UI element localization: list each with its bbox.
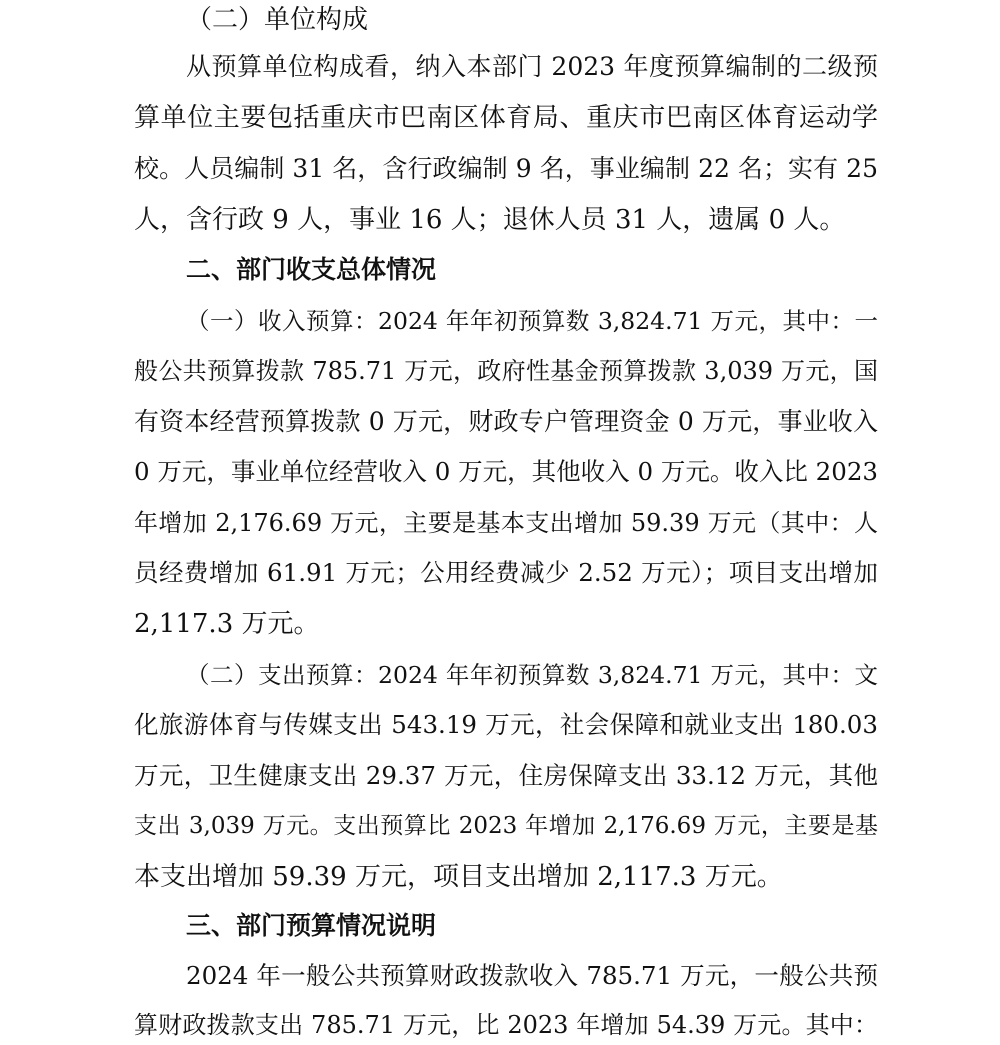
paragraph-line: 般公共预算拨款 785.71 万元，政府性基金预算拨款 3,039 万元，国	[134, 357, 878, 385]
paragraph-line: 年增加 2,176.69 万元，主要是基本支出增加 59.39 万元（其中：人	[134, 509, 878, 537]
paragraph-line: 支出 3,039 万元。支出预算比 2023 年增加 2,176.69 万元，主要是基	[134, 813, 878, 839]
subheading-unit-composition: （二）单位构成	[186, 5, 369, 35]
paragraph-line: 2,117.3 万元。	[134, 609, 320, 639]
paragraph-line: 人，含行政 9 人，事业 16 人；退休人员 31 人，遗属 0 人。	[134, 205, 846, 235]
section-heading-3: 三、部门预算情况说明	[186, 911, 437, 940]
section-heading-2: 二、部门收支总体情况	[186, 255, 437, 284]
paragraph-line: 校。人员编制 31 名，含行政编制 9 名，事业编制 22 名；实有 25	[134, 154, 878, 183]
paragraph-line: 员经费增加 61.91 万元；公用经费减少 2.52 万元）；项目支出增加	[134, 558, 878, 587]
paragraph-line: 0 万元，事业单位经营收入 0 万元，其他收入 0 万元。收入比 2023	[134, 457, 878, 486]
paragraph-line: 化旅游体育与传媒支出 543.19 万元，社会保障和就业支出 180.03	[134, 710, 878, 739]
paragraph-line: 从预算单位构成看，纳入本部门 2023 年度预算编制的二级预	[186, 52, 878, 81]
paragraph-line: 万元，卫生健康支出 29.37 万元，住房保障支出 33.12 万元，其他	[134, 761, 878, 790]
paragraph-line: 有资本经营预算拨款 0 万元，财政专户管理资金 0 万元，事业收入	[134, 407, 878, 436]
paragraph-line: 2024 年一般公共预算财政拨款收入 785.71 万元，一般公共预	[186, 961, 878, 990]
paragraph-line: （一）收入预算：2024 年年初预算数 3,824.71 万元，其中：一	[186, 307, 878, 335]
paragraph-line: 算单位主要包括重庆市巴南区体育局、重庆市巴南区体育运动学	[134, 103, 878, 133]
paragraph-line: （二）支出预算：2024 年年初预算数 3,824.71 万元，其中：文	[186, 661, 878, 689]
paragraph-line: 本支出增加 59.39 万元，项目支出增加 2,117.3 万元。	[134, 862, 783, 892]
paragraph-line: 算财政拨款支出 785.71 万元，比 2023 年增加 54.39 万元。其中：	[134, 1011, 878, 1039]
